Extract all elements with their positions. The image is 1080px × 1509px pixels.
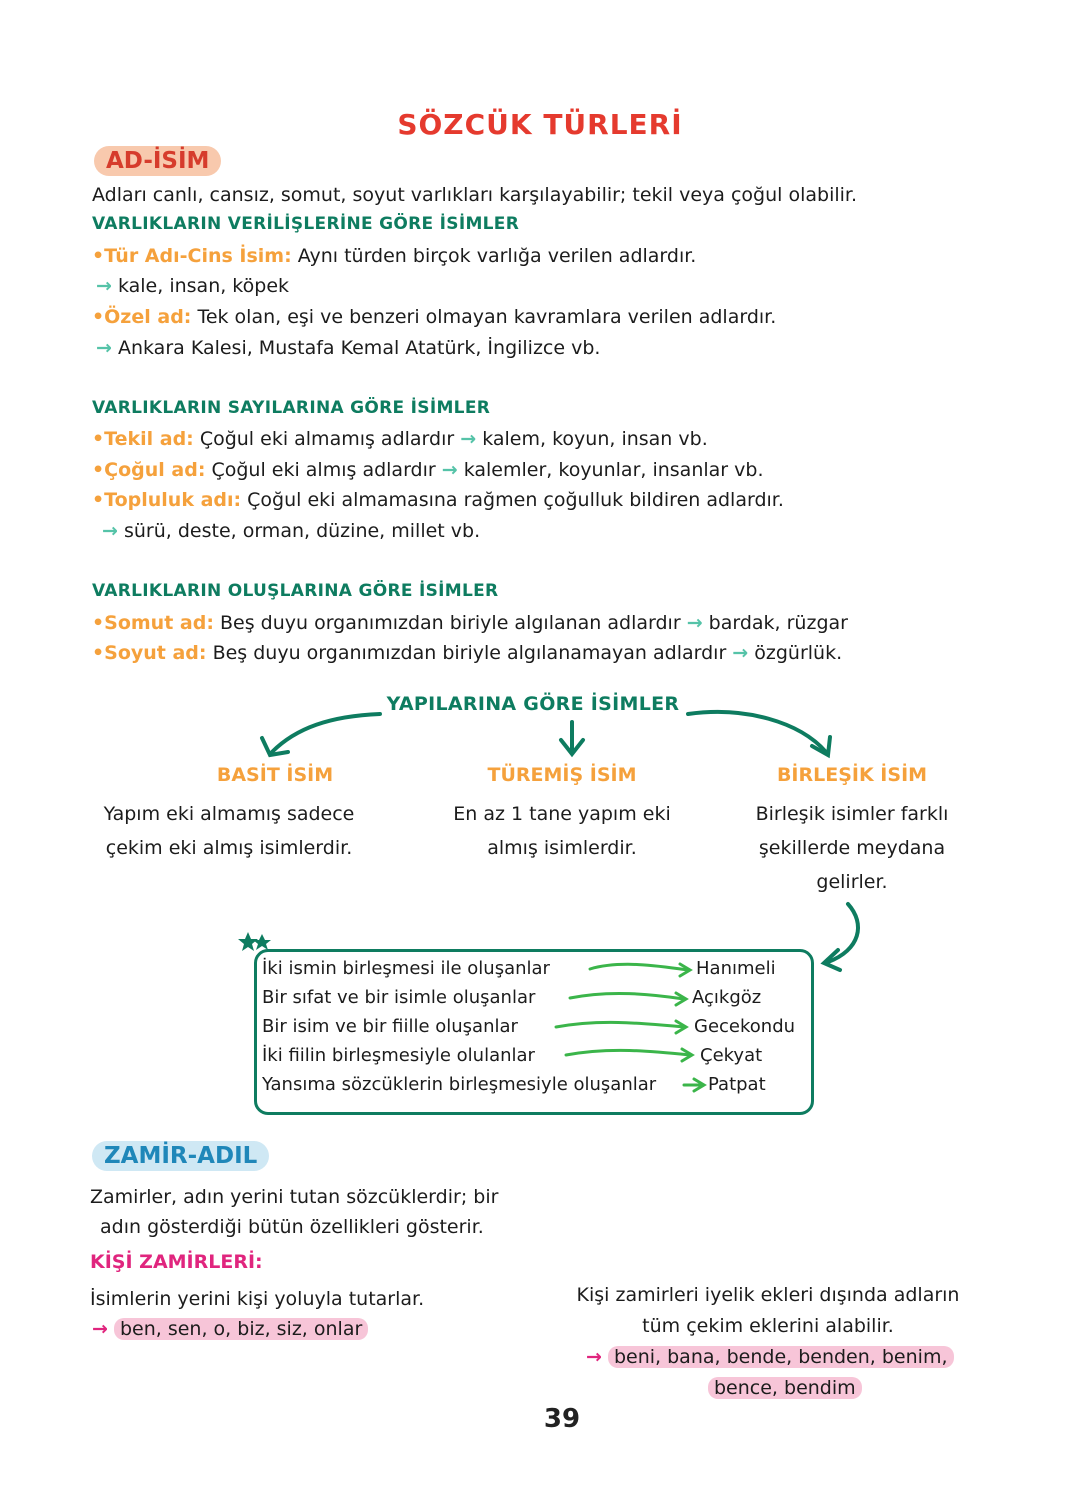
ozel-ad-label: •Özel ad: <box>92 306 192 328</box>
ek-line-1: Kişi zamirleri iyelik ekleri dışında adların <box>576 1284 960 1306</box>
cogul-label: •Çoğul ad: <box>92 459 206 481</box>
tekil-text: Çoğul eki almamış adlardır <box>199 428 455 450</box>
basit-title: BASİT İSİM <box>216 764 334 786</box>
topluluk-label: •Topluluk adı: <box>92 489 242 511</box>
section-tag-isim: AD-İSİM <box>94 146 221 176</box>
tur-adi-text: Aynı türden birçok varlığa verilen adlardır. <box>297 245 697 267</box>
tureme-title: TÜREMİŞ İSİM <box>487 764 637 786</box>
soyut-example: özgürlük. <box>754 642 843 664</box>
row-arrow-line <box>566 1050 690 1055</box>
arrow-icon: → <box>102 520 118 542</box>
heading-sayi: VARLIKLARIN SAYILARINA GÖRE İSİMLER <box>92 398 491 418</box>
page-title: SÖZCÜK TÜRLERİ <box>397 108 683 141</box>
ek-example-1: beni, bana, bende, benden, benim, <box>608 1346 954 1368</box>
arrow-icon: → <box>460 428 477 450</box>
birlesik-row-right: Açıkgöz <box>692 987 762 1008</box>
somut-text: Beş duyu organımızdan biriyle algılanan adlardır <box>219 612 681 634</box>
somut-example: bardak, rüzgar <box>708 612 848 634</box>
tureme-text: En az 1 tane yapım eki almış isimlerdir. <box>453 803 671 859</box>
heading-verilis: VARLIKLARIN VERİLİŞLERİNE GÖRE İSİMLER <box>92 214 520 234</box>
heading-yapi: YAPILARINA GÖRE İSİMLER <box>386 693 680 715</box>
section-tag-zamir: ZAMİR-ADIL <box>92 1141 269 1171</box>
arrow-icon: → <box>586 1346 602 1368</box>
soyut-text: Beş duyu organımızdan biriyle algılanamayan adlardır <box>212 642 727 664</box>
row-arrow-line <box>590 964 688 970</box>
arrow-icon: → <box>92 1318 108 1340</box>
birlesik-title: BİRLEŞİK İSİM <box>776 764 928 786</box>
soyut-label: •Soyut ad: <box>92 642 207 664</box>
arrow-icon: → <box>686 612 703 634</box>
cogul-text: Çoğul eki almış adlardır <box>211 459 436 481</box>
birlesik-row-right: Çekyat <box>700 1045 763 1066</box>
birlesik-text: Birleşik isimler farklı şekillerde meydana gelirler. <box>755 803 949 893</box>
arrow-icon: → <box>732 642 749 664</box>
birlesik-row-left: Yansıma sözcüklerin birleşmesiyle oluşanlar <box>262 1074 657 1095</box>
kisi-zamirleri-text: İsimlerin yerini kişi yoluyla tutarlar. <box>90 1288 425 1310</box>
topluluk-example: sürü, deste, orman, düzine, millet vb. <box>123 520 481 542</box>
tur-adi-example: kale, insan, köpek <box>117 275 290 297</box>
ek-line-2: tüm çekim eklerini alabilir. <box>642 1315 894 1337</box>
birlesik-row-left: İki fiilin birleşmesiyle olulanlar <box>262 1045 535 1066</box>
ek-example-2: bence, bendim <box>708 1377 862 1399</box>
basit-text: Yapım eki almamış sadece çekim eki almış isimlerdir. <box>103 803 355 859</box>
arrow-icon: → <box>96 337 112 359</box>
birlesik-row-left: Bir sıfat ve bir isimle oluşanlar <box>262 987 536 1008</box>
birlesik-row-left: Bir isim ve bir fiille oluşanlar <box>262 1016 518 1037</box>
kisi-example: ben, sen, o, biz, siz, onlar <box>114 1318 368 1340</box>
tur-adi-label: •Tür Adı-Cins İsim: <box>92 245 292 267</box>
birlesik-row-right: Hanımeli <box>696 958 776 979</box>
tekil-label: •Tekil ad: <box>92 428 194 450</box>
cogul-example: kalemler, koyunlar, insanlar vb. <box>463 459 764 481</box>
row-arrow-line <box>556 1022 684 1027</box>
ozel-ad-text: Tek olan, eşi ve benzeri olmayan kavramlara verilen adlardır. <box>197 306 777 328</box>
row-arrow-line <box>570 993 684 999</box>
page-number: 39 <box>543 1404 581 1434</box>
heading-olus: VARLIKLARIN OLUŞLARINA GÖRE İSİMLER <box>92 581 499 601</box>
arrow-icon: → <box>96 275 112 297</box>
birlesik-row-left: İki ismin birleşmesi ile oluşanlar <box>262 958 550 979</box>
isim-intro: Adları canlı, cansız, somut, soyut varlıkları karşılayabilir; tekil veya çoğul olabilir. <box>92 184 858 206</box>
arrow-icon: → <box>441 459 458 481</box>
birlesik-row-right: Patpat <box>708 1074 766 1095</box>
kisi-example-line <box>92 1316 368 1342</box>
zamir-intro-1: Zamirler, adın yerini tutan sözcüklerdir; bir <box>90 1186 499 1208</box>
somut-label: •Somut ad: <box>92 612 214 634</box>
zamir-intro-2: adın gösterdiği bütün özellikleri gösterir. <box>100 1216 484 1238</box>
kisi-zamirleri-heading: KİŞİ ZAMİRLERİ: <box>90 1251 263 1273</box>
ek-example-line <box>586 1344 954 1370</box>
tekil-example: kalem, koyun, insan vb. <box>482 428 708 450</box>
topluluk-text: Çoğul eki almamasına rağmen çoğulluk bildiren adlardır. <box>247 489 784 511</box>
ozel-ad-example: Ankara Kalesi, Mustafa Kemal Atatürk, İngilizce vb. <box>117 337 601 359</box>
birlesik-row-right: Gecekondu <box>694 1016 796 1037</box>
ek-example-line-2 <box>708 1375 862 1401</box>
